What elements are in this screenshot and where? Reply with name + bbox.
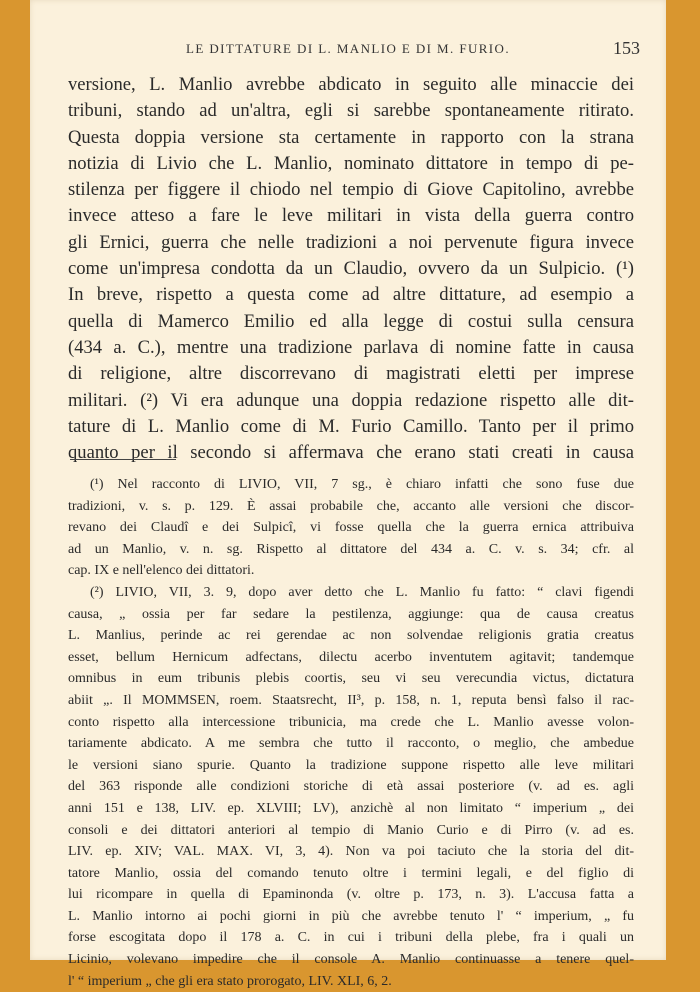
footnote-line: cap. IX e nell'elenco dei dittatori. <box>68 563 255 579</box>
book-page <box>30 0 666 989</box>
footnote-line: ad un Manlio, v. n. sg. Rispetto al dittatore del 434 a. C. v. s. 34; cfr. al <box>68 541 634 557</box>
text-line: Questa doppia versione sta certamente in rapporto con la strana <box>68 126 634 148</box>
footnote-line: conto rispetto alla intercessione tribunicia, ma crede che L. Manlio avesse volon- <box>68 714 634 730</box>
text-line: di religione, altre discorrevano di magistrati eletti per imprese <box>68 363 634 385</box>
main-text <box>68 72 634 466</box>
text-line: come un'impresa condotta da un Claudio, ovvero da un Sulpicio. (¹) <box>68 258 634 280</box>
footnote-line: (¹) Nel racconto di LIVIO, VII, 7 sg., è chiaro infatti che sono fuse due <box>90 477 634 492</box>
footnote-line: del 363 risponde alle condizioni storiche di età assai posteriore (v. ad es. agli <box>68 779 634 795</box>
footnote-line: LIV. ep. XIV; VAL. MAX. VI, 3, 4). Non va poi taciuto che la storia del dit- <box>68 844 634 860</box>
footnote-line: L. Manlius, perinde ac rei gerendae ac non solvendae religionis gratia creatus <box>68 628 634 644</box>
text-line: gli Ernici, guerra che nelle tradizioni a noi pervenute figura invece <box>68 231 634 253</box>
footnote-line: abiit „. Il MOMMSEN, roem. Staatsrecht, II³, p. 158, n. 1, reputa bensì falso il rac- <box>68 692 634 708</box>
footnotes <box>68 474 634 992</box>
text-line: tribuni, stando ad un'altra, egli si sarebbe spontaneamente ritirato. <box>68 100 634 122</box>
footnote-line: l' “ imperium „ che gli era stato prorogato, LIV. XLI, 6, 2. <box>68 973 392 989</box>
footnote-line: tariamente abdicato. A me sembra che tutto il racconto, o meglio, che ambedue <box>68 736 634 752</box>
footnote-line: consoli e dei dittatori anteriori al tempio di Manio Curio e di Pirro (v. ad es. <box>68 822 634 838</box>
text-line: tature di L. Manlio come di M. Furio Camillo. Tanto per il primo <box>68 415 634 437</box>
footnote-line: omnibus in eum tribunis plebis coortis, seu vi seu verecundia victus, dictatura <box>68 671 634 687</box>
footnote-line: L. Manlio intorno ai pochi giorni in più che avrebbe tenuto l' “ imperium, „ fu <box>68 908 634 924</box>
text-line: versione, L. Manlio avrebbe abdicato in seguito alle minaccie dei <box>68 74 634 95</box>
footnote-line: Licinio, volevano impedire che il console A. Manlio continuasse a tenere quel- <box>68 952 634 968</box>
footnote-divider <box>70 459 176 460</box>
footnote-line: tradizioni, v. s. p. 129. È assai probabile che, accanto alle versioni che discor- <box>68 498 634 514</box>
footnote-line: (²) LIVIO, VII, 3. 9, dopo aver detto che L. Manlio fu fatto: “ clavi figendi <box>90 584 634 600</box>
footnote-line: revano dei Claudî e dei Sulpicî, vi fosse quella che la guerra ernica attribuiva <box>68 520 634 536</box>
page-number: 153 <box>613 38 640 58</box>
text-line: militari. (²) Vi era adunque una doppia redazione rispetto alle dit- <box>68 389 634 411</box>
text-line: (434 a. C.), mentre una tradizione parlava di nomine fatte in causa <box>68 336 634 358</box>
text-line: quella di Mamerco Emilio ed alla legge di costui sulla censura <box>68 310 634 332</box>
text-line: invece atteso a fare le leve militari in vista della guerra contro <box>68 205 634 227</box>
footnote-line: lui ricompare in quella di Epaminonda (v. oltre p. 173, n. 3). L'accusa fatta a <box>68 887 634 903</box>
text-line: stilenza per figgere il chiodo nel tempio di Giove Capitolino, avrebbe <box>68 179 634 201</box>
footnote-line: esset, bellum Hernicum adfectans, dilectu acerbo inventutem agitavit; tandemque <box>68 649 634 665</box>
text-line: quanto per il secondo si affermava che erano stati creati in causa <box>68 442 634 464</box>
footnote-line: anni 151 e 138, LIV. ep. XLVIII; LV), anzichè al non limitato “ imperium „ dei <box>68 800 634 816</box>
footnote-line: forse escogitata dopo il 178 a. C. in cui i tribuni della plebe, fra i quali un <box>68 930 634 946</box>
footnote-line: tatore Manlio, ossia del comando tenuto oltre i termini legali, e del figlio di <box>68 865 634 881</box>
footnote-line: le versioni siano spurie. Quanto la tradizione suppone rispetto alle leve militari <box>68 757 634 773</box>
page-header <box>30 38 666 60</box>
footnote-line: causa, „ ossia per far sedare la pestilenza, aggiunge: qua de causa creatus <box>68 606 634 622</box>
text-line: notizia di Livio che L. Manlio, nominato dittatore in tempo di pe- <box>68 152 634 174</box>
running-title: LE DITTATURE DI L. MANLIO E DI M. FURIO. <box>186 41 510 56</box>
text-line: In breve, rispetto a questa come ad altre dittature, ad esempio a <box>68 284 634 306</box>
